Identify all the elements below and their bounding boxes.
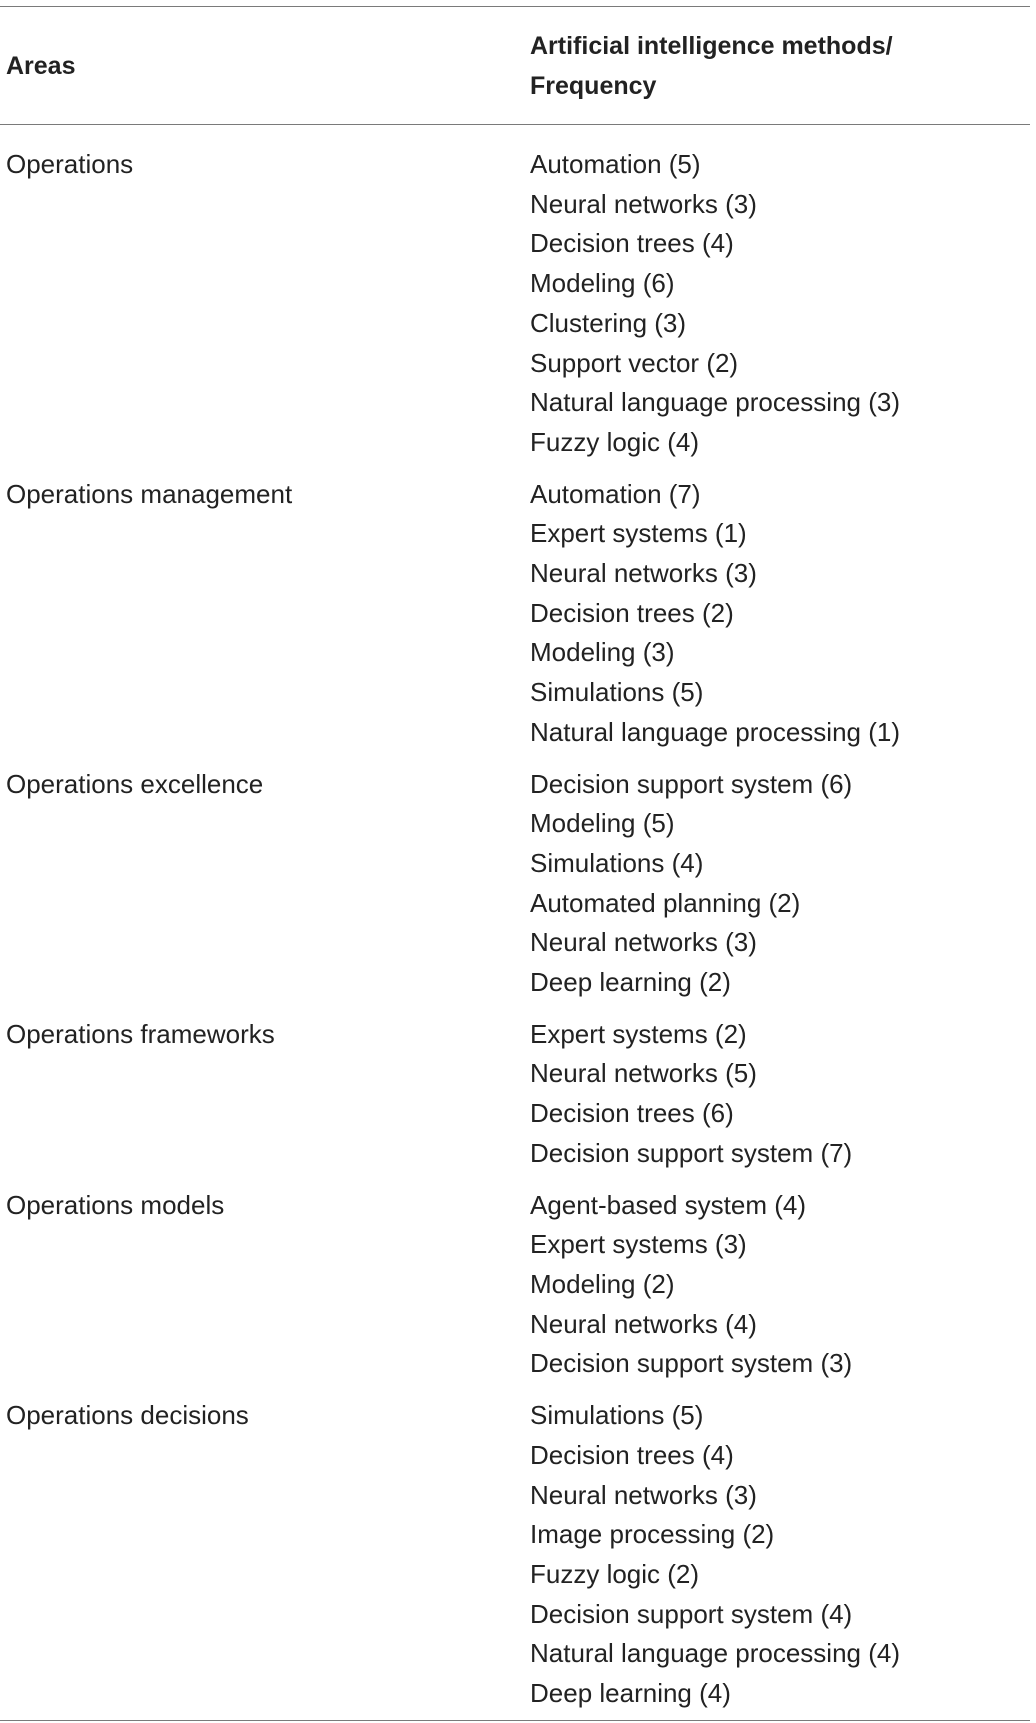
area-cell: Operations frameworks: [6, 1018, 275, 1049]
area-cell: Operations excellence: [6, 768, 264, 799]
method-item: Neural networks (3): [530, 927, 757, 958]
methods-cell: [530, 145, 1030, 463]
method-item: Decision trees (4): [530, 228, 734, 259]
table-row: [0, 1186, 1030, 1385]
method-item: Fuzzy logic (4): [530, 426, 700, 457]
method-item: Simulations (4): [530, 847, 704, 878]
methods-list: [530, 765, 1030, 1003]
method-item: Natural language processing (1): [530, 716, 900, 747]
area-cell: Operations models: [6, 1189, 225, 1220]
header-methods-line2: Frequency: [530, 71, 657, 100]
methods-cell: [530, 1015, 1030, 1174]
methods-cell: [530, 475, 1030, 753]
method-item: Automation (7): [530, 478, 701, 509]
table-row: [0, 1015, 1030, 1174]
table-row: [0, 765, 1030, 1003]
method-item: Neural networks (3): [530, 188, 757, 219]
method-item: Neural networks (3): [530, 558, 757, 589]
area-cell: Operations management: [6, 478, 293, 509]
method-item: Automated planning (2): [530, 887, 801, 918]
methods-cell: [530, 765, 1030, 1003]
method-item: Decision trees (4): [530, 1439, 734, 1470]
method-item: Decision support system (4): [530, 1598, 853, 1629]
method-item: Expert systems (3): [530, 1229, 747, 1260]
method-item: Natural language processing (4): [530, 1638, 900, 1669]
table-body: [0, 125, 1030, 1720]
methods-list: [530, 1015, 1030, 1174]
method-item: Modeling (5): [530, 808, 675, 839]
methods-list: [530, 1186, 1030, 1385]
method-item: Decision support system (7): [530, 1137, 853, 1168]
method-item: Simulations (5): [530, 1400, 704, 1431]
ai-methods-table: [0, 6, 1030, 1721]
header-areas: Areas: [6, 51, 76, 80]
method-item: Fuzzy logic (2): [530, 1558, 700, 1589]
table-row: [0, 145, 1030, 463]
header-methods-line1: Artificial intelligence methods/: [530, 31, 893, 60]
method-item: Deep learning (4): [530, 1678, 731, 1709]
table-row: [0, 1396, 1030, 1714]
method-item: Modeling (3): [530, 637, 675, 668]
method-item: Neural networks (5): [530, 1058, 757, 1089]
method-item: Automation (5): [530, 149, 701, 179]
method-item: Agent-based system (4): [530, 1189, 807, 1220]
method-item: Modeling (6): [530, 268, 675, 299]
method-item: Decision support system (3): [530, 1348, 853, 1379]
method-item: Neural networks (3): [530, 1479, 757, 1510]
header-methods: [530, 26, 1030, 106]
methods-list: [530, 475, 1030, 753]
method-item: Deep learning (2): [530, 967, 731, 998]
method-item: Decision support system (6): [530, 768, 853, 799]
bottom-rule: [0, 1720, 1030, 1721]
method-item: Simulations (5): [530, 677, 704, 708]
methods-list: [530, 145, 1030, 463]
area-cell: Operations: [6, 149, 134, 179]
area-cell: Operations decisions: [6, 1400, 249, 1431]
methods-cell: [530, 1396, 1030, 1714]
method-item: Decision trees (2): [530, 597, 734, 628]
method-item: Clustering (3): [530, 307, 687, 338]
table-row: [0, 475, 1030, 753]
method-item: Expert systems (1): [530, 518, 747, 549]
table-header-row: [0, 7, 1030, 124]
method-item: Modeling (2): [530, 1268, 675, 1299]
method-item: Neural networks (4): [530, 1308, 757, 1339]
method-item: Image processing (2): [530, 1519, 775, 1550]
method-item: Decision trees (6): [530, 1098, 734, 1129]
methods-list: [530, 1396, 1030, 1714]
methods-cell: [530, 1186, 1030, 1385]
method-item: Expert systems (2): [530, 1018, 747, 1049]
method-item: Natural language processing (3): [530, 387, 900, 418]
method-item: Support vector (2): [530, 347, 739, 378]
